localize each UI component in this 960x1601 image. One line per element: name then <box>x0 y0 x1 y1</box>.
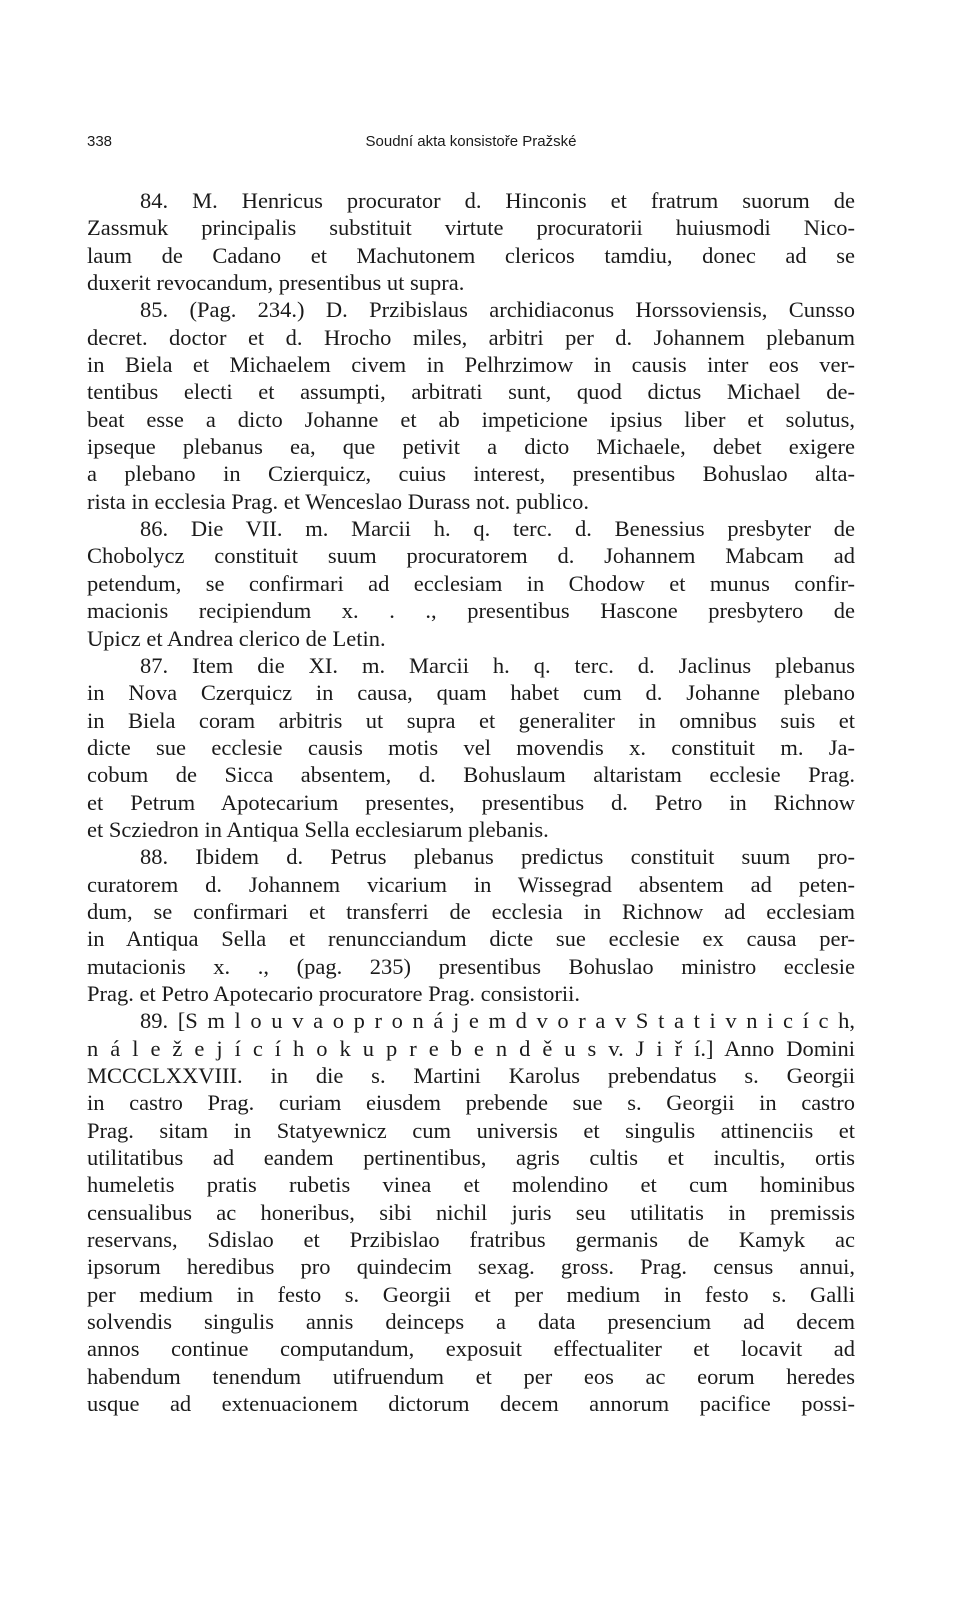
text-line: cobum de Sicca absentem, d. Bohuslaum altaristam ecclesie Prag. <box>87 762 855 788</box>
text-line: ipsorum heredibus pro quindecim sexag. gross. Prag. census annui, <box>87 1254 855 1280</box>
text-line: 88. Ibidem d. Petrus plebanus predictus constituit suum pro- <box>140 844 855 870</box>
text-line: dicte sue ecclesie causis motis vel movendis x. constituit m. Ja- <box>87 734 855 760</box>
text-line: laum de Cadano et Machutonem clericos tamdiu, donec ad se <box>87 242 855 268</box>
text-line: 86. Die VII. m. Marcii h. q. terc. d. Benessius presbyter de <box>140 516 855 542</box>
text-line: Zassmuk principalis substituit virtute procuratorii huiusmodi Nico- <box>87 215 855 241</box>
text-line: ipseque plebanus ea, que petivit a dicto Michaele, debet exigere <box>87 434 855 460</box>
text-line: et Scziedron in Antiqua Sella ecclesiarum plebanis. <box>87 816 549 842</box>
text-line: censualibus ac honeribus, sibi nichil juris seu utilitatis in premissis <box>87 1199 855 1225</box>
text-line: duxerit revocandum, presentibus ut supra. <box>87 270 465 296</box>
text-line: in Biela et Michaelem civem in Pelhrzimow in causis inter eos ver- <box>87 352 855 378</box>
text-line: utilitatibus ad eandem pertinentibus, agris cultis et incultis, ortis <box>87 1145 855 1171</box>
text-line: curatorem d. Johannem vicarium in Wissegrad absentem ad peten- <box>87 871 855 897</box>
text-line: mutacionis x. ., (pag. 235) presentibus Bohuslao ministro ecclesie <box>87 953 855 979</box>
text-line: Chobolycz constituit suum procuratorem d. Johannem Mabcam ad <box>87 543 855 569</box>
text-line: et Petrum Apotecarium presentes, presentibus d. Petro in Richnow <box>87 789 855 815</box>
text-line: MCCCLXXVIII. in die s. Martini Karolus prebendatus s. Georgii <box>87 1063 855 1088</box>
text-line: Prag. et Petro Apotecario procuratore Prag. consistorii. <box>87 980 580 1006</box>
running-title: Soudní akta konsistoře Pražské <box>365 133 577 150</box>
text-line: petendum, se confirmari ad ecclesiam in Chodow et munus confir- <box>87 570 855 596</box>
text-line: Upicz et Andrea clerico de Letin. <box>87 625 386 651</box>
text-line: annos continue computandum, exposuit effectualiter et locavit ad <box>87 1336 855 1362</box>
page-number: 338 <box>87 133 113 150</box>
text-line: 85. (Pag. 234.) D. Przibislaus archidiaconus Horssoviensis, Cunsso <box>140 297 855 323</box>
text-line: 84. M. Henricus procurator d. Hinconis et fratrum suorum de <box>140 188 855 213</box>
text-line: reservans, Sdislao et Przibislao fratribus germanis de Kamyk ac <box>87 1227 855 1253</box>
text-line: in Nova Czerquicz in causa, quam habet cum d. Johanne plebano <box>87 680 855 706</box>
text-line: dum, se confirmari et transferri de ecclesia in Richnow ad ecclesiam <box>87 898 855 924</box>
text-line: rista in ecclesia Prag. et Wenceslao Durass not. publico. <box>87 488 589 514</box>
page-header <box>87 133 855 157</box>
text-line: a plebano in Czierquicz, cuius interest, presentibus Bohuslao alta- <box>87 461 855 487</box>
text-line: tentibus electi et assumpti, arbitrati sunt, quod dictus Michael de- <box>87 379 855 405</box>
text-line: solvendis singulis annis deinceps a data presencium ad decem <box>87 1309 855 1335</box>
text-line: 89. [S m l o u v a o p r o n á j e m d v o r a v S t a t i v n i c í c h, <box>140 1008 855 1034</box>
body-text <box>87 187 855 1417</box>
text-line: n á l e ž e j í c í h o k u p r e b e n d ě u s v. J i ř í.] Anno Domini <box>87 1035 855 1061</box>
text-line: macionis recipiendum x. . ., presentibus Hascone presbytero de <box>87 598 855 624</box>
text-line: decret. doctor et d. Hrocho miles, arbitri per d. Johannem plebanum <box>87 324 855 350</box>
text-line: in castro Prag. curiam eiusdem prebende sue s. Georgii in castro <box>87 1090 855 1116</box>
text-line: usque ad extenuacionem dictorum decem annorum pacifice possi- <box>87 1391 855 1417</box>
text-line: per medium in festo s. Georgii et per medium in festo s. Galli <box>87 1281 855 1307</box>
text-line: beat esse a dicto Johanne et ab impeticione ipsius liber et solutus, <box>87 406 855 432</box>
text-line: 87. Item die XI. m. Marcii h. q. terc. d. Jaclinus plebanus <box>140 652 855 678</box>
text-line: in Biela coram arbitris ut supra et generaliter in omnibus suis et <box>87 707 855 733</box>
text-line: habendum tenendum utifruendum et per eos ac eorum heredes <box>87 1363 855 1389</box>
text-line: humeletis pratis rubetis vinea et molendino et cum hominibus <box>87 1172 855 1198</box>
text-line: in Antiqua Sella et renuncciandum dicte sue ecclesie ex causa per- <box>87 926 855 952</box>
text-line: Prag. sitam in Statyewnicz cum universis et singulis attinenciis et <box>87 1117 855 1143</box>
